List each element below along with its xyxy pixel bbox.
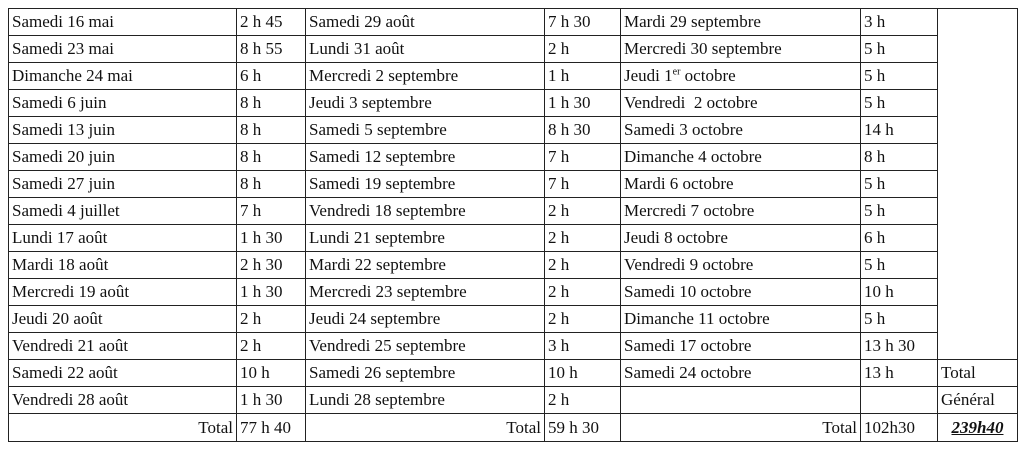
date-cell: Jeudi 8 octobre [621,225,861,252]
date-cell: Vendredi 18 septembre [306,198,545,225]
date-cell: Vendredi 21 août [9,333,237,360]
date-cell: Vendredi 2 octobre [621,90,861,117]
date-cell: Samedi 4 juillet [9,198,237,225]
date-cell: Mercredi 7 octobre [621,198,861,225]
grand-total-label-1: Total [938,360,1018,387]
date-text: octobre [680,66,736,85]
hours-cell: 2 h 30 [237,252,306,279]
grand-total-label-2: Général [938,387,1018,414]
table-row [9,387,1018,414]
date-cell: Dimanche 4 octobre [621,144,861,171]
hours-cell: 7 h [237,198,306,225]
hours-cell: 8 h [861,144,938,171]
date-cell: Samedi 13 juin [9,117,237,144]
hours-cell: 8 h [237,144,306,171]
empty-cell [938,9,1018,360]
date-cell: Jeudi 3 septembre [306,90,545,117]
total-value: 102h30 [861,414,938,442]
total-label: Total [621,414,861,442]
table-row [9,333,1018,360]
date-cell: Samedi 12 septembre [306,144,545,171]
table-row [9,63,1018,90]
hours-cell: 2 h [237,306,306,333]
hours-cell: 6 h [237,63,306,90]
hours-cell: 2 h [545,198,621,225]
date-cell: Mercredi 19 août [9,279,237,306]
date-cell: Mardi 6 octobre [621,171,861,198]
table-row [9,144,1018,171]
date-text: Jeudi 1 [624,66,673,85]
table-row [9,9,1018,36]
table-row [9,279,1018,306]
hours-cell: 8 h [237,171,306,198]
date-cell: Vendredi 9 octobre [621,252,861,279]
hours-cell: 2 h 45 [237,9,306,36]
table-row [9,252,1018,279]
hours-cell: 8 h [237,90,306,117]
total-label: Total [306,414,545,442]
hours-cell: 3 h [545,333,621,360]
date-cell: Mercredi 23 septembre [306,279,545,306]
hours-cell: 7 h [545,171,621,198]
date-cell: Mercredi 30 septembre [621,36,861,63]
date-cell: Samedi 23 mai [9,36,237,63]
hours-cell: 5 h [861,252,938,279]
table-row [9,90,1018,117]
hours-cell: 7 h [545,144,621,171]
table-row [9,360,1018,387]
date-cell: Samedi 26 septembre [306,360,545,387]
date-cell: Jeudi 20 août [9,306,237,333]
hours-cell: 2 h [237,333,306,360]
table-row [9,225,1018,252]
hours-cell: 5 h [861,63,938,90]
hours-cell: 14 h [861,117,938,144]
empty-cell [621,387,861,414]
date-cell: Samedi 5 septembre [306,117,545,144]
date-cell: Samedi 10 octobre [621,279,861,306]
date-cell [621,63,861,90]
date-cell: Samedi 19 septembre [306,171,545,198]
total-value: 77 h 40 [237,414,306,442]
date-cell: Samedi 6 juin [9,90,237,117]
hours-cell: 2 h [545,387,621,414]
grand-total-value: 239h40 [938,414,1018,442]
hours-cell: 6 h [861,225,938,252]
total-value: 59 h 30 [545,414,621,442]
date-cell: Samedi 29 août [306,9,545,36]
hours-cell: 10 h [237,360,306,387]
ordinal-suffix: er [672,66,681,78]
hours-table [8,8,1018,442]
date-cell: Samedi 27 juin [9,171,237,198]
hours-cell: 10 h [861,279,938,306]
hours-cell: 2 h [545,306,621,333]
hours-cell: 1 h [545,63,621,90]
date-cell: Mardi 29 septembre [621,9,861,36]
date-cell: Samedi 3 octobre [621,117,861,144]
hours-cell: 10 h [545,360,621,387]
hours-cell: 5 h [861,171,938,198]
date-cell: Dimanche 11 octobre [621,306,861,333]
table-row [9,117,1018,144]
date-cell: Dimanche 24 mai [9,63,237,90]
document-page [8,8,1018,442]
date-cell: Lundi 28 septembre [306,387,545,414]
hours-cell: 5 h [861,306,938,333]
hours-cell: 7 h 30 [545,9,621,36]
hours-cell: 2 h [545,225,621,252]
date-cell: Lundi 21 septembre [306,225,545,252]
date-cell: Mercredi 2 septembre [306,63,545,90]
date-cell: Vendredi 25 septembre [306,333,545,360]
table-row [9,171,1018,198]
table-row [9,198,1018,225]
date-cell: Mardi 22 septembre [306,252,545,279]
date-cell: Jeudi 24 septembre [306,306,545,333]
date-cell: Lundi 31 août [306,36,545,63]
hours-cell: 5 h [861,198,938,225]
hours-cell: 2 h [545,279,621,306]
hours-cell: 1 h 30 [237,387,306,414]
hours-cell: 3 h [861,9,938,36]
hours-cell: 5 h [861,36,938,63]
date-cell: Samedi 16 mai [9,9,237,36]
total-label: Total [9,414,237,442]
date-cell: Lundi 17 août [9,225,237,252]
date-cell: Vendredi 28 août [9,387,237,414]
empty-cell [861,387,938,414]
date-cell: Samedi 24 octobre [621,360,861,387]
table-row [9,306,1018,333]
table-row [9,36,1018,63]
date-cell: Samedi 17 octobre [621,333,861,360]
date-cell: Mardi 18 août [9,252,237,279]
hours-cell: 1 h 30 [545,90,621,117]
hours-cell: 2 h [545,252,621,279]
date-cell: Samedi 20 juin [9,144,237,171]
hours-cell: 8 h 30 [545,117,621,144]
hours-cell: 13 h [861,360,938,387]
hours-cell: 5 h [861,90,938,117]
date-cell: Samedi 22 août [9,360,237,387]
hours-cell: 13 h 30 [861,333,938,360]
hours-cell: 8 h [237,117,306,144]
hours-cell: 8 h 55 [237,36,306,63]
hours-cell: 2 h [545,36,621,63]
totals-row [9,414,1018,442]
hours-cell: 1 h 30 [237,279,306,306]
hours-cell: 1 h 30 [237,225,306,252]
